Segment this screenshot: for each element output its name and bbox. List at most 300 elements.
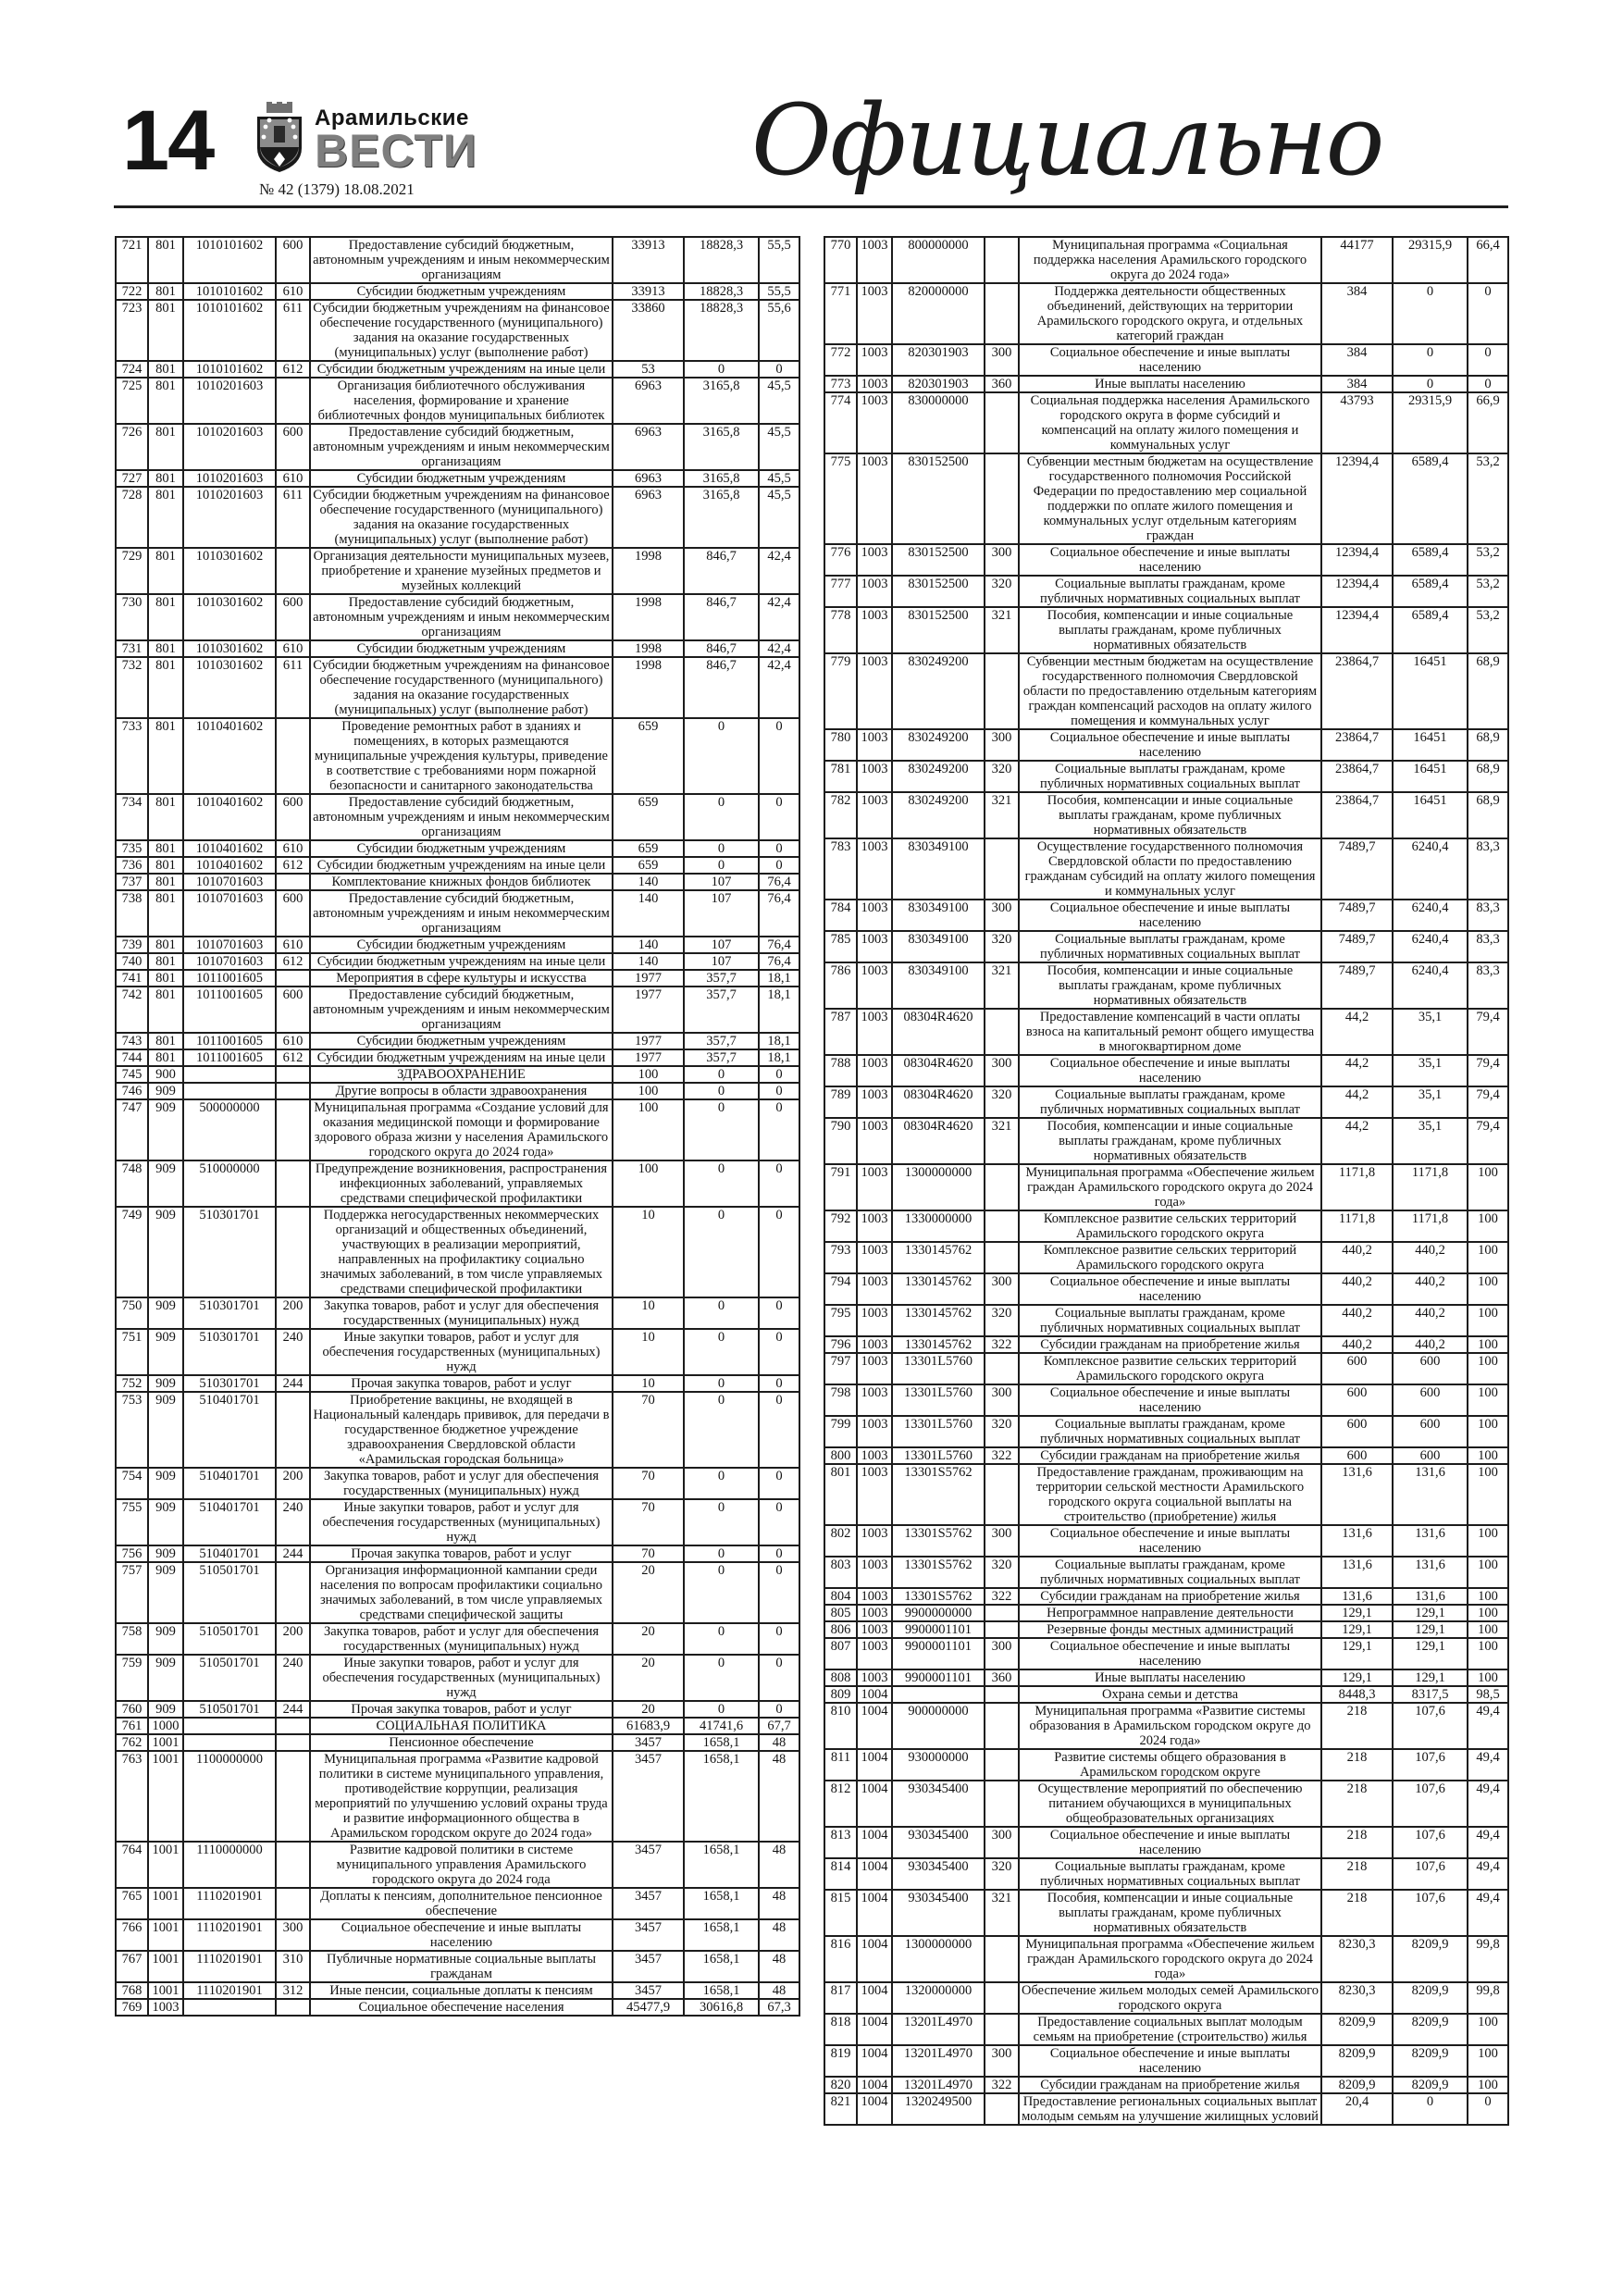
cell-percent: 100 [1468,1447,1508,1464]
aramil-coat-of-arms-icon [254,102,305,174]
cell-executed: 107,6 [1393,1890,1468,1936]
cell-target-article: 1010401602 [183,840,276,857]
cell-name: Социальные выплаты гражданам, кроме публичных нормативных социальных выплат [1019,1557,1321,1588]
cell-expense-type: 200 [276,1623,310,1655]
cell-name: Муниципальная программа «Обеспечение жильем граждан Арамильского городского округа до 2024 года» [1019,1164,1321,1210]
cell-executed: 131,6 [1393,1525,1468,1557]
cell-expense-type: 240 [276,1329,310,1375]
cell-row-no: 736 [116,857,148,874]
budget-table-left [115,236,800,2017]
cell-target-article: 510301701 [183,1329,276,1375]
masthead-title-top: Арамильские [315,105,469,130]
cell-row-no: 750 [116,1297,148,1329]
cell-percent: 100 [1468,1525,1508,1557]
table-row [824,376,1508,392]
cell-section: 909 [148,1545,183,1562]
cell-percent: 100 [1468,1621,1508,1638]
cell-expense-type [985,392,1019,453]
cell-target-article: 830152500 [892,453,985,544]
cell-percent: 0 [759,1160,799,1207]
cell-section: 1003 [857,838,892,900]
table-row [824,838,1508,900]
cell-executed: 0 [684,1468,759,1499]
cell-name: Социальные выплаты гражданам, кроме публичных нормативных социальных выплат [1019,761,1321,792]
cell-approved: 600 [1321,1416,1393,1447]
cell-target-article: 830349100 [892,931,985,962]
cell-target-article: 900000000 [892,1703,985,1749]
cell-expense-type: 612 [276,857,310,874]
table-row [824,1982,1508,2014]
cell-percent: 100 [1468,1336,1508,1353]
cell-target-article: 13301S5762 [892,1525,985,1557]
cell-section: 801 [148,424,183,470]
cell-percent: 68,9 [1468,761,1508,792]
cell-name: Субсидии бюджетным учреждениям [310,470,613,487]
cell-executed: 16451 [1393,729,1468,761]
cell-target-article: 9900000000 [892,1605,985,1621]
cell-name: Предоставление субсидий бюджетным, автономным учреждениям и иным некоммерческим организациям [310,424,613,470]
cell-expense-type: 320 [985,1305,1019,1336]
cell-executed: 846,7 [684,548,759,594]
cell-executed: 1658,1 [684,1734,759,1751]
cell-row-no: 745 [116,1066,148,1083]
cell-target-article: 13201L4970 [892,2077,985,2093]
cell-target-article: 9900001101 [892,1621,985,1638]
cell-expense-type: 320 [985,1557,1019,1588]
cell-percent: 0 [1468,283,1508,344]
cell-approved: 659 [613,794,684,840]
cell-section: 1003 [857,1447,892,1464]
cell-section: 1004 [857,1827,892,1858]
cell-percent: 0 [759,1375,799,1392]
cell-percent: 76,4 [759,890,799,937]
table-row [824,1242,1508,1273]
cell-executed: 6589,4 [1393,453,1468,544]
cell-executed: 0 [684,1160,759,1207]
cell-approved: 140 [613,890,684,937]
cell-percent: 48 [759,1888,799,1919]
cell-executed: 600 [1393,1416,1468,1447]
cell-name: Муниципальная программа «Развитие системы образования в Арамильском городском округе до 2024 года» [1019,1703,1321,1749]
cell-expense-type: 322 [985,1447,1019,1464]
table-row [116,1562,799,1623]
cell-target-article: 1011001605 [183,1049,276,1066]
cell-percent: 0 [759,1207,799,1297]
cell-section: 909 [148,1375,183,1392]
cell-row-no: 738 [116,890,148,937]
cell-row-no: 759 [116,1655,148,1701]
cell-expense-type: 244 [276,1375,310,1392]
cell-target-article: 800000000 [892,237,985,283]
cell-executed: 0 [684,361,759,378]
table-row [116,1842,799,1888]
cell-percent: 67,3 [759,1999,799,2016]
cell-approved: 600 [1321,1353,1393,1384]
cell-expense-type [276,1751,310,1842]
cell-target-article: 1320249500 [892,2093,985,2125]
cell-section: 1001 [148,1982,183,1999]
masthead-title-main: ВЕСТИ [315,125,477,177]
cell-section: 1004 [857,1703,892,1749]
cell-row-no: 821 [824,2093,857,2125]
cell-executed: 35,1 [1393,1086,1468,1118]
cell-name: Субсидии бюджетным учреждениям [310,283,613,300]
cell-row-no: 820 [824,2077,857,2093]
cell-target-article: 510401701 [183,1468,276,1499]
cell-approved: 218 [1321,1827,1393,1858]
cell-section: 1003 [857,653,892,729]
cell-percent: 100 [1468,1210,1508,1242]
cell-section: 1004 [857,2045,892,2077]
cell-name: Пособия, компенсации и иные социальные выплаты гражданам, кроме публичных нормативных обязательств [1019,607,1321,653]
cell-expense-type: 610 [276,937,310,953]
cell-approved: 10 [613,1375,684,1392]
table-row [824,1273,1508,1305]
cell-section: 1004 [857,1982,892,2014]
table-row [824,1890,1508,1936]
cell-section: 801 [148,657,183,718]
cell-row-no: 742 [116,987,148,1033]
cell-row-no: 764 [116,1842,148,1888]
table-row [824,962,1508,1009]
table-row [824,1827,1508,1858]
cell-approved: 20,4 [1321,2093,1393,2125]
cell-executed: 41741,6 [684,1718,759,1734]
cell-name: Социальные выплаты гражданам, кроме публичных нормативных социальных выплат [1019,576,1321,607]
cell-name: Социальное обеспечение и иные выплаты населению [1019,1638,1321,1669]
cell-percent: 100 [1468,2014,1508,2045]
table-row [116,1468,799,1499]
cell-row-no: 732 [116,657,148,718]
table-row [116,283,799,300]
cell-name: Субсидии бюджетным учреждениям на финансовое обеспечение государственного (муниципального) задания на оказание государственных (муниципальных) услуг (выполнение работ) [310,300,613,361]
cell-approved: 1977 [613,970,684,987]
cell-approved: 131,6 [1321,1525,1393,1557]
cell-expense-type [985,2014,1019,2045]
cell-target-article: 1110000000 [183,1842,276,1888]
cell-percent: 100 [1468,2045,1508,2077]
cell-approved: 100 [613,1099,684,1160]
cell-percent: 67,7 [759,1718,799,1734]
cell-row-no: 804 [824,1588,857,1605]
cell-percent: 0 [759,1297,799,1329]
cell-percent: 53,2 [1468,544,1508,576]
cell-executed: 129,1 [1393,1638,1468,1669]
cell-section: 801 [148,548,183,594]
cell-approved: 131,6 [1321,1557,1393,1588]
cell-approved: 1977 [613,1033,684,1049]
cell-percent: 99,8 [1468,1936,1508,1982]
cell-row-no: 760 [116,1701,148,1718]
cell-executed: 357,7 [684,1033,759,1049]
cell-section: 1004 [857,1858,892,1890]
cell-name: Субсидии бюджетным учреждениям [310,840,613,857]
cell-name: Пособия, компенсации и иные социальные выплаты гражданам, кроме публичных нормативных обязательств [1019,962,1321,1009]
cell-executed: 600 [1393,1447,1468,1464]
cell-approved: 440,2 [1321,1336,1393,1353]
budget-table-right [824,236,1509,2126]
cell-target-article: 510501701 [183,1655,276,1701]
cell-percent: 42,4 [759,640,799,657]
cell-target-article: 13301S5762 [892,1557,985,1588]
cell-section: 801 [148,874,183,890]
cell-approved: 70 [613,1545,684,1562]
header-divider [114,205,1508,208]
cell-section: 1003 [148,1999,183,2016]
cell-target-article: 1330145762 [892,1305,985,1336]
cell-name: Субсидии бюджетным учреждениям на финансовое обеспечение государственного (муниципального) задания на оказание государственных (муниципальных) услуг (выполнение работ) [310,657,613,718]
cell-row-no: 744 [116,1049,148,1066]
cell-percent: 79,4 [1468,1118,1508,1164]
cell-expense-type: 300 [985,2045,1019,2077]
cell-executed: 29315,9 [1393,392,1468,453]
cell-percent: 68,9 [1468,653,1508,729]
cell-approved: 129,1 [1321,1669,1393,1686]
cell-row-no: 755 [116,1499,148,1545]
cell-expense-type: 360 [985,1669,1019,1686]
cell-section: 1003 [857,729,892,761]
cell-section: 801 [148,361,183,378]
cell-section: 1003 [857,376,892,392]
cell-approved: 218 [1321,1890,1393,1936]
cell-target-article: 1100000000 [183,1751,276,1842]
cell-name: Прочая закупка товаров, работ и услуг [310,1545,613,1562]
cell-row-no: 722 [116,283,148,300]
cell-approved: 659 [613,718,684,794]
cell-section: 801 [148,840,183,857]
cell-percent: 76,4 [759,874,799,890]
table-row [116,361,799,378]
table-row [116,300,799,361]
cell-approved: 218 [1321,1703,1393,1749]
cell-approved: 33860 [613,300,684,361]
table-row [824,1384,1508,1416]
table-row [116,890,799,937]
cell-percent: 0 [759,1083,799,1099]
cell-target-article: 820301903 [892,376,985,392]
cell-row-no: 783 [824,838,857,900]
cell-name: Осуществление мероприятий по обеспечению питанием обучающихся в муниципальных общеобразовательных организациях [1019,1781,1321,1827]
cell-target-article: 1010401602 [183,718,276,794]
cell-section: 1003 [857,1525,892,1557]
cell-row-no: 751 [116,1329,148,1375]
cell-expense-type: 600 [276,237,310,283]
cell-target-article: 500000000 [183,1099,276,1160]
cell-approved: 384 [1321,376,1393,392]
cell-section: 1003 [857,544,892,576]
cell-approved: 70 [613,1392,684,1468]
cell-name: Предоставление региональных социальных выплат молодым семьям на улучшение жилищных условий [1019,2093,1321,2125]
cell-expense-type [985,653,1019,729]
cell-name: Охрана семьи и детства [1019,1686,1321,1703]
cell-row-no: 782 [824,792,857,838]
cell-expense-type [276,1562,310,1623]
table-row [116,1099,799,1160]
cell-percent: 55,5 [759,237,799,283]
cell-section: 1004 [857,1749,892,1781]
cell-target-article: 13201L4970 [892,2045,985,2077]
cell-name: Субвенции местным бюджетам на осуществление государственного полномочия Свердловской области по предоставлению отдельным категориям граждан компенсаций расходов на оплату жилого помещения и коммунальных услуг [1019,653,1321,729]
cell-expense-type: 322 [985,1336,1019,1353]
cell-executed: 30616,8 [684,1999,759,2016]
cell-section: 1003 [857,1605,892,1621]
cell-row-no: 741 [116,970,148,987]
cell-row-no: 814 [824,1858,857,1890]
table-row [824,1621,1508,1638]
cell-section: 1003 [857,1353,892,1384]
cell-approved: 8209,9 [1321,2077,1393,2093]
cell-target-article [183,1734,276,1751]
cell-target-article: 1110201901 [183,1919,276,1951]
cell-section: 909 [148,1083,183,1099]
table-row [824,792,1508,838]
cell-name: Предоставление социальных выплат молодым семьям на приобретение (строительство) жилья [1019,2014,1321,2045]
table-row [116,1999,799,2016]
cell-section: 801 [148,718,183,794]
cell-approved: 440,2 [1321,1242,1393,1273]
cell-approved: 7489,7 [1321,931,1393,962]
cell-section: 909 [148,1562,183,1623]
table-row [116,1083,799,1099]
cell-expense-type: 200 [276,1468,310,1499]
cell-row-no: 808 [824,1669,857,1686]
budget-table-left-column [115,236,800,2017]
cell-approved: 10 [613,1329,684,1375]
cell-approved: 8209,9 [1321,2014,1393,2045]
cell-percent: 48 [759,1982,799,1999]
cell-percent: 83,3 [1468,962,1508,1009]
cell-expense-type: 600 [276,594,310,640]
cell-section: 801 [148,970,183,987]
cell-section: 1003 [857,344,892,376]
cell-name: Социальное обеспечение и иные выплаты населению [1019,1525,1321,1557]
cell-name: Субвенции местным бюджетам на осуществление государственного полномочия Российской Федерации по предоставлению мер социальной поддержки по оплате жилого помещения и коммунальных услуг отдельным категориям граждан [1019,453,1321,544]
cell-expense-type [276,1999,310,2016]
cell-expense-type: 600 [276,987,310,1033]
cell-percent: 49,4 [1468,1703,1508,1749]
cell-target-article: 1010401602 [183,857,276,874]
cell-approved: 659 [613,840,684,857]
cell-name: Иные закупки товаров, работ и услуг для обеспечения государственных (муниципальных) нужд [310,1655,613,1701]
cell-expense-type: 321 [985,1890,1019,1936]
table-row [116,1207,799,1297]
cell-executed: 35,1 [1393,1118,1468,1164]
cell-target-article: 1010701603 [183,953,276,970]
cell-approved: 131,6 [1321,1588,1393,1605]
cell-executed: 0 [684,1623,759,1655]
cell-approved: 53 [613,361,684,378]
cell-target-article: 13201L4970 [892,2014,985,2045]
cell-expense-type [276,1099,310,1160]
cell-executed: 440,2 [1393,1242,1468,1273]
cell-percent: 0 [759,1392,799,1468]
cell-name: СОЦИАЛЬНАЯ ПОЛИТИКА [310,1718,613,1734]
cell-section: 1003 [857,1086,892,1118]
cell-percent: 0 [759,840,799,857]
cell-executed: 8209,9 [1393,1982,1468,2014]
cell-section: 900 [148,1066,183,1083]
cell-row-no: 728 [116,487,148,548]
cell-executed: 129,1 [1393,1621,1468,1638]
cell-row-no: 793 [824,1242,857,1273]
cell-row-no: 737 [116,874,148,890]
cell-expense-type: 244 [276,1545,310,1562]
cell-approved: 44,2 [1321,1118,1393,1164]
cell-section: 1003 [857,283,892,344]
cell-row-no: 807 [824,1638,857,1669]
table-row [116,857,799,874]
cell-name: Мероприятия в сфере культуры и искусства [310,970,613,987]
cell-name: Субсидии бюджетным учреждениям на финансовое обеспечение государственного (муниципального) задания на оказание государственных (муниципальных) услуг (выполнение работ) [310,487,613,548]
cell-row-no: 779 [824,653,857,729]
table-row [116,1499,799,1545]
cell-section: 1001 [148,1842,183,1888]
cell-executed: 3165,8 [684,424,759,470]
cell-target-article [183,1066,276,1083]
cell-executed: 8209,9 [1393,2077,1468,2093]
cell-section: 909 [148,1297,183,1329]
cell-name: Субсидии бюджетным учреждениям на иные цели [310,1049,613,1066]
cell-target-article: 830152500 [892,607,985,653]
cell-target-article: 08304R4620 [892,1009,985,1055]
cell-target-article: 830152500 [892,544,985,576]
cell-name: Социальное обеспечение и иные выплаты населению [1019,1273,1321,1305]
cell-target-article: 13301S5762 [892,1588,985,1605]
cell-section: 1003 [857,1305,892,1336]
cell-expense-type [985,283,1019,344]
cell-expense-type: 610 [276,1033,310,1049]
cell-percent: 18,1 [759,1033,799,1049]
cell-target-article: 1010301602 [183,594,276,640]
table-row [116,1375,799,1392]
cell-percent: 100 [1468,1384,1508,1416]
cell-approved: 12394,4 [1321,576,1393,607]
cell-approved: 3457 [613,1982,684,1999]
cell-approved: 100 [613,1160,684,1207]
cell-name: Иные закупки товаров, работ и услуг для обеспечения государственных (муниципальных) нужд [310,1499,613,1545]
cell-name: Субсидии бюджетным учреждениям [310,937,613,953]
cell-expense-type [276,718,310,794]
cell-percent: 100 [1468,1164,1508,1210]
cell-approved: 8448,3 [1321,1686,1393,1703]
cell-expense-type: 320 [985,1858,1019,1890]
cell-percent: 100 [1468,1464,1508,1525]
cell-row-no: 802 [824,1525,857,1557]
cell-executed: 6240,4 [1393,900,1468,931]
cell-executed: 107,6 [1393,1749,1468,1781]
cell-expense-type: 320 [985,761,1019,792]
cell-name: Закупка товаров, работ и услуг для обеспечения государственных (муниципальных) нужд [310,1623,613,1655]
cell-target-article: 1010301602 [183,548,276,594]
cell-executed: 3165,8 [684,470,759,487]
table-row [116,548,799,594]
cell-approved: 6963 [613,487,684,548]
cell-percent: 76,4 [759,937,799,953]
cell-row-no: 766 [116,1919,148,1951]
table-row [824,1638,1508,1669]
cell-executed: 0 [1393,283,1468,344]
cell-name: Субсидии гражданам на приобретение жилья [1019,2077,1321,2093]
cell-name: Социальное обеспечение и иные выплаты населению [1019,1055,1321,1086]
cell-percent: 0 [759,1066,799,1083]
cell-executed: 0 [1393,344,1468,376]
cell-target-article: 1010301602 [183,657,276,718]
cell-expense-type [985,1464,1019,1525]
cell-percent: 53,2 [1468,607,1508,653]
cell-section: 1000 [148,1718,183,1734]
cell-section: 1003 [857,1009,892,1055]
cell-section: 909 [148,1623,183,1655]
